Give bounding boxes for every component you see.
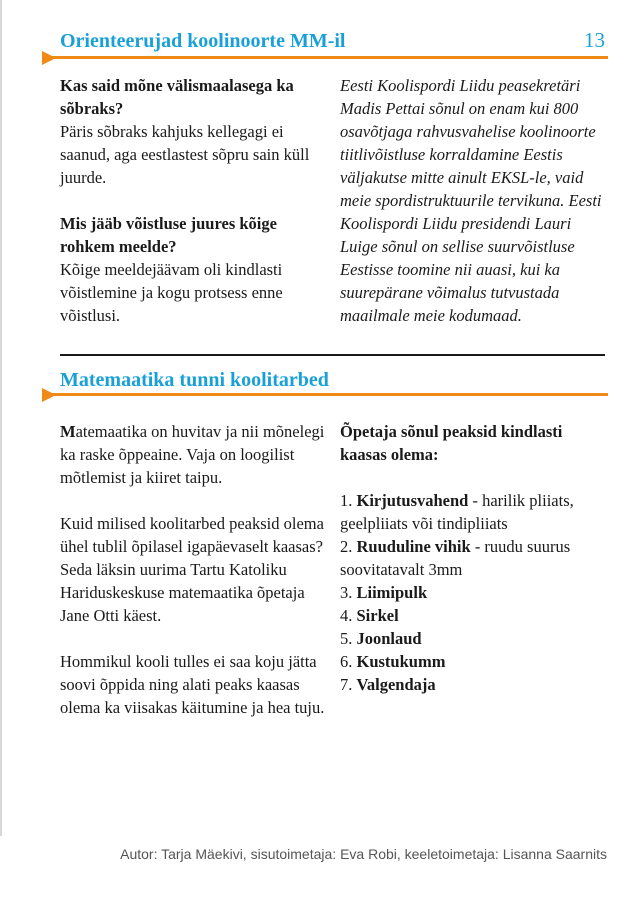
interview-question-2: Mis jääb võistluse juures kõige rohkem meelde? bbox=[60, 214, 277, 256]
section-divider-orange bbox=[42, 393, 608, 396]
page-edge-rule bbox=[0, 0, 2, 836]
interview-question-1: Kas said mõne välismaalasega ka sõbraks? bbox=[60, 76, 294, 118]
list-item: 1. Kirjutusvahend - harilik pliiats, geelpliiats või tindipliiats bbox=[340, 491, 574, 533]
section-title-orienteering: Orienteerujad koolinoorte MM-il bbox=[60, 30, 346, 52]
article-paragraph-2: Kuid milised koolitarbed peaksid olema ühel tublil õpilasel igapäevaselt kaasas? Seda läksin uurima Tartu Katoliku Hariduskeskuse matemaatika õpetaja Jane Otti käest. bbox=[60, 514, 324, 625]
interview-answer-1: Päris sõbraks kahjuks kellegagi ei saanud, aga eestlastest sõpru sain küll juurde. bbox=[60, 122, 310, 187]
list-item: 6. Kustukumm bbox=[340, 652, 446, 671]
page-number: 13 bbox=[584, 28, 605, 52]
section-title-math-supplies: Matemaatika tunni koolitarbed bbox=[60, 369, 329, 391]
credits-footer: Autor: Tarja Mäekivi, sisutoimetaja: Eva Robi, keeletoimetaja: Lisanna Saarnits bbox=[120, 846, 607, 862]
list-item: 4. Sirkel bbox=[340, 606, 399, 625]
article-column bbox=[60, 420, 330, 719]
interview-answer-2: Kõige meeldejäävam oli kindlasti võistlemine ja kogu protsess enne võistlusi. bbox=[60, 260, 283, 325]
supplies-list bbox=[340, 489, 608, 696]
supplies-column bbox=[340, 420, 608, 696]
quote-text: Eesti Koolispordi Liidu peasekretäri Madis Pettai sõnul on enam kui 800 osavõtjaga rahvusvahelise koolinoorte tiitlivõistluse korraldamine Eestis väljakutse mitte ainult EKSL-le, vaid meie spordistruktuurile tervikuna. Eesti Koolispordi Liidu presidendi Lauri Luige sõnul on sellise suurvõistluse Eestisse toomine nii auasi, kui ka suurepärane võimalus tutvustada maailmale meie kodumaad. bbox=[340, 76, 602, 325]
list-item: 5. Joonlaud bbox=[340, 629, 422, 648]
quote-column bbox=[340, 74, 608, 327]
list-item: 2. Ruuduline vihik - ruudu suurus soovitatavalt 3mm bbox=[340, 537, 571, 579]
section-divider-orange bbox=[42, 56, 608, 59]
section-divider-black bbox=[60, 354, 605, 356]
article-paragraph-1: Matemaatika on huvitav ja nii mõnelegi ka raske õppeaine. Vaja on loogilist mõtlemist ja kiiret taipu. bbox=[60, 422, 325, 487]
supplies-heading: Õpetaja sõnul peaksid kindlasti kaasas olema: bbox=[340, 422, 563, 464]
list-item: 3. Liimipulk bbox=[340, 583, 428, 602]
interview-column bbox=[60, 74, 328, 327]
article-paragraph-3: Hommikul kooli tulles ei saa koju jätta soovi õppida ning alati peaks kaasas olema ka viisakas käitumine ja hea tuju. bbox=[60, 652, 325, 717]
drop-initial: M bbox=[60, 422, 76, 441]
list-item: 7. Valgendaja bbox=[340, 675, 436, 694]
